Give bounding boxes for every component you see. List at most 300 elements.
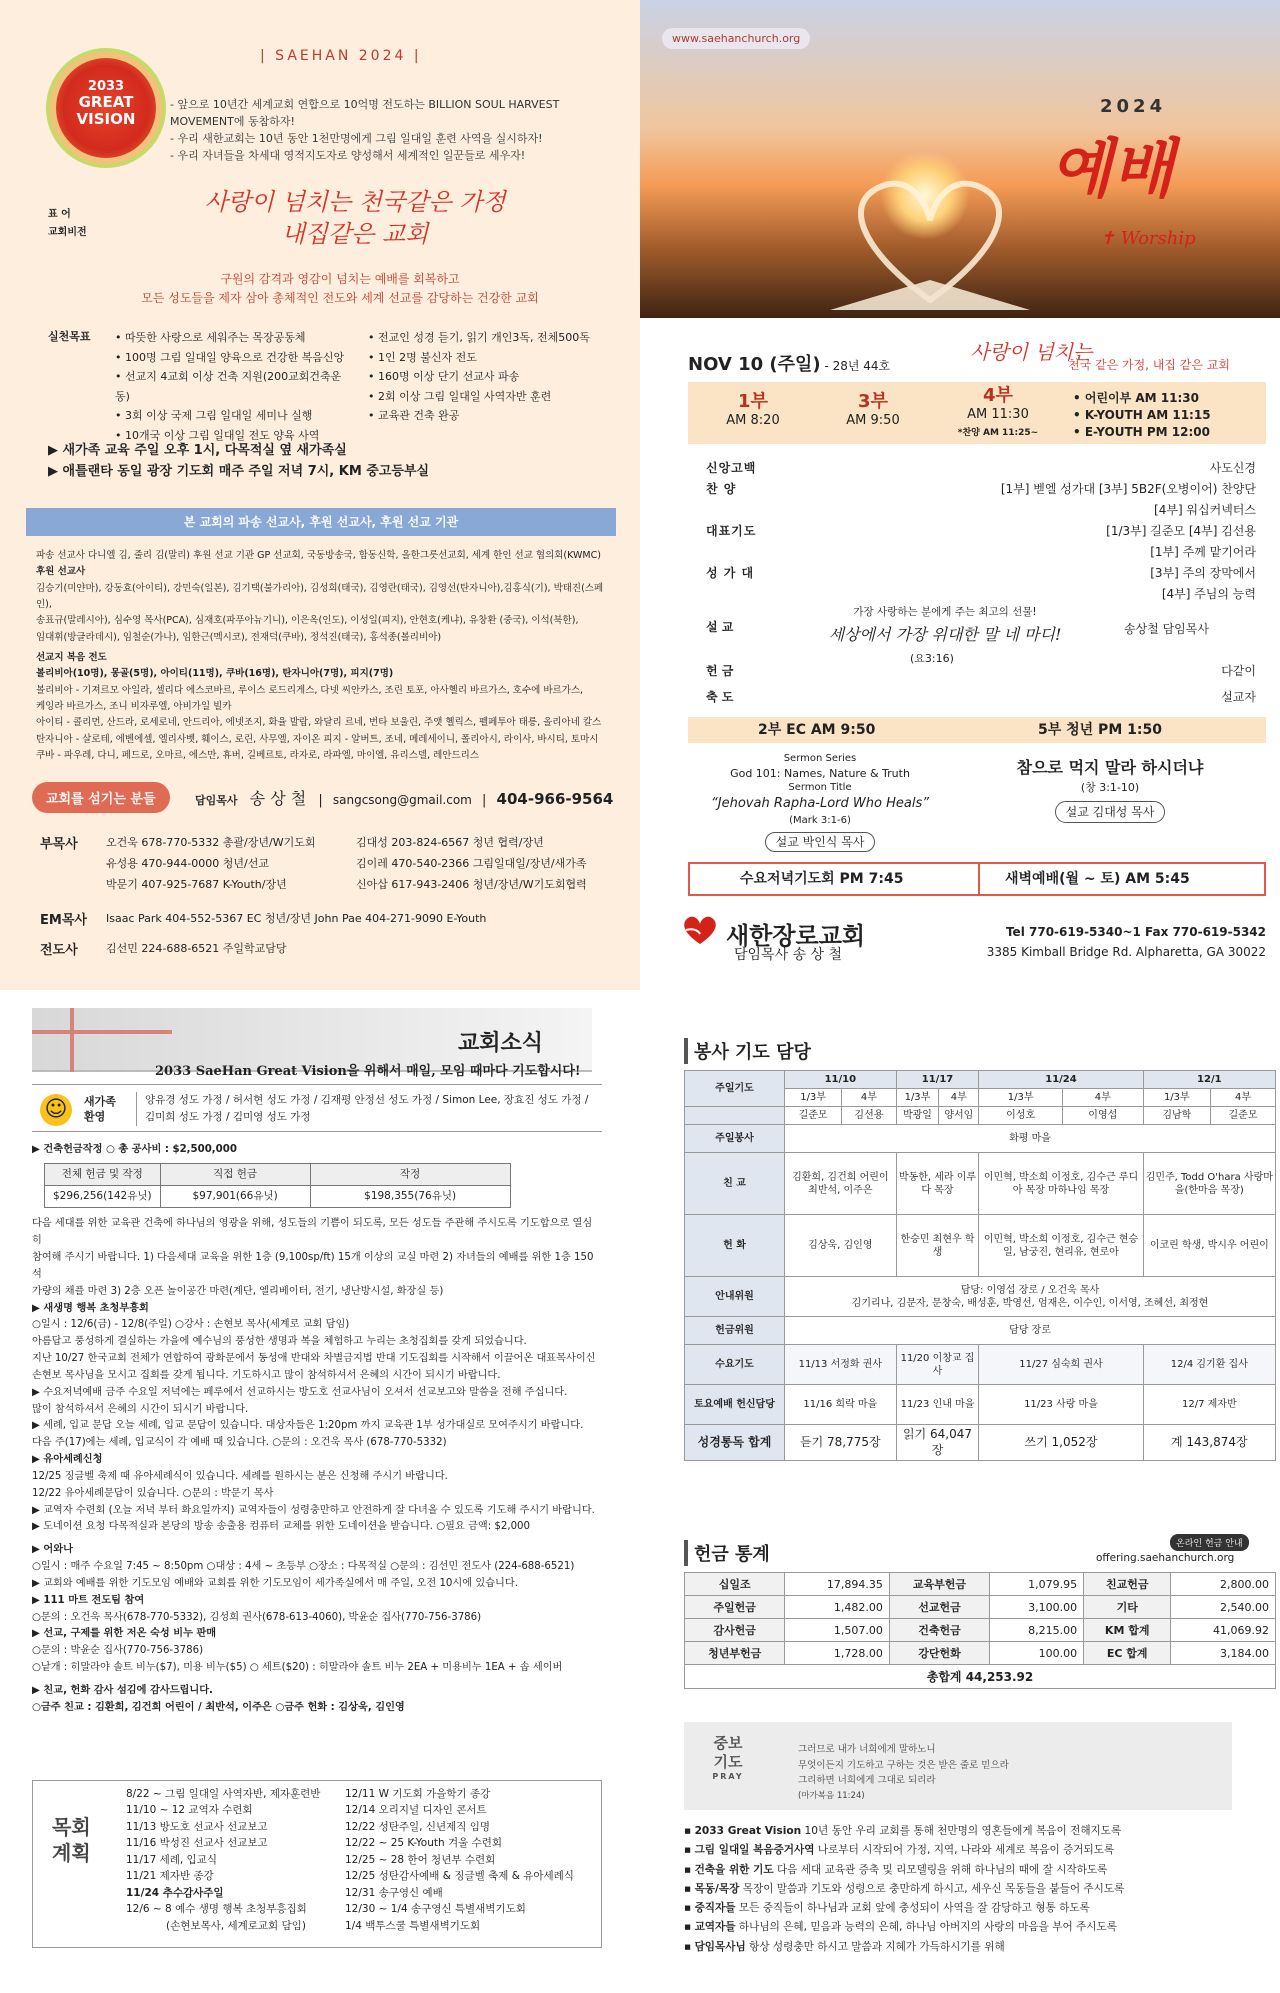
plan-item: 11/16 박성진 선교사 선교보고 — [126, 1837, 268, 1850]
order-row — [706, 542, 1256, 563]
slogan-script: 사랑이 넘치는 — [970, 340, 1093, 364]
offer-key: 건축헌금 — [889, 1619, 989, 1642]
service-name: 4부 — [983, 385, 1013, 406]
duty-cell: 11/23 사랑 마을 — [979, 1385, 1143, 1425]
evangelist-row: 김선민 224-688-6521 주일학교담당 — [106, 942, 287, 955]
duty-cell: 이코린 학생, 박시우 어린이 — [1143, 1215, 1275, 1277]
offer-value: 17,894.35 — [785, 1573, 890, 1596]
duty-row-label: 토요예배 헌신담당 — [685, 1385, 785, 1425]
church-name: 새한장로교회 — [726, 922, 866, 950]
dawn-service: 새벽예배(월 ~ 토) AM 5:45 — [1005, 871, 1190, 887]
mission-line: 임대휘(방글라데시), 임철순(가나), 임한근(멕시코), 전재덕(쿠바), 정석진(태국), 홍석종(볼리비아) — [36, 631, 442, 643]
prayer-item: ▪ 중직자들 모든 중직들이 하나님과 교회 앞에 충성되이 사역을 잘 감당하고 형통 하도록 — [684, 1902, 1090, 1915]
plan-col2 — [345, 1786, 574, 1934]
verse-line: 그러므로 내가 너희에게 말하노니 — [798, 1744, 936, 1755]
wednesday-service: 수요저녁기도회 PM 7:45 — [740, 871, 904, 887]
prayer-item: ▪ 담임목사님 항상 성령충만 하시고 말씀과 지혜가 가득하시기를 위해 — [684, 1940, 1005, 1953]
offering-title: 헌금 통계 — [684, 1540, 770, 1566]
duty-row-label: 친 교 — [685, 1153, 785, 1215]
news-line: ▶ 교역자 수련회 (오늘 저녁 부터 화요일까지) 교역자들이 성령충만하고 안전하게 잘 다녀올 수 있도록 기도해 주시기 바랍니다. — [32, 1504, 595, 1516]
vision-bullet: - 우리 새한교회는 10년 동안 1천만명에게 그림 일대일 훈련 사역을 실시하자! — [170, 132, 543, 146]
news-line: ○금주 친교 : 김환희, 김건희 어린이 / 최반석, 이주은 ○금주 헌화 : 김상욱, 김인영 — [32, 1701, 405, 1713]
offering-row — [706, 662, 1256, 679]
news-line: 많이 참석하셔서 은혜의 시간이 되시기 바랍니다. — [32, 1403, 249, 1415]
order-row — [706, 500, 1256, 521]
prayer-item-head: 교역자들 — [694, 1921, 736, 1934]
youth-services — [1073, 390, 1263, 440]
offer-value: 1,482.00 — [785, 1596, 890, 1619]
duty-cell: 김민주, Todd O'hara 사랑마을(한마음 목장) — [1143, 1153, 1275, 1215]
news-line: ○일시 : 12/6(금) - 12/8(주일) ○강사 : 손현보 목사(세계로 교회 담임) — [32, 1319, 350, 1331]
website-link[interactable]: www.saehanchurch.org — [662, 28, 810, 49]
offer-value: 100.00 — [990, 1642, 1084, 1665]
notice-newcomer: ▶ 새가족 교육 주일 오후 1시, 다목적실 옆 새가족실 — [48, 443, 347, 458]
service-date — [688, 350, 890, 376]
mission-line: 후원 선교사 — [36, 566, 86, 578]
duty-cell: 김상욱, 김인영 — [785, 1215, 897, 1277]
news-line: 손현보 목사님을 모시고 집회를 갖게 됩니다. 기도하시고 많이 참석하셔서 은혜의 시간이 되시기 바랍니다. — [32, 1369, 501, 1381]
news-line: ▶ 111 마트 전도팀 참여 — [32, 1594, 145, 1606]
prayer-item-text: 다음 세대 교육관 증축 및 리모델링을 위해 하나님의 때에 잘 시작하도록 — [773, 1863, 1108, 1876]
duty-cell: 11/27 심숙희 권사 — [979, 1345, 1143, 1385]
offer-key: 친교헌금 — [1084, 1573, 1171, 1596]
news-line: ○문의 : 오건욱 목사(678-770-5332), 김성희 권사(678-613-4060), 박윤순 집사(770-756-3786) — [32, 1611, 482, 1623]
service-name: 3부 — [858, 391, 888, 412]
prayer-verse — [798, 1742, 1009, 1803]
duty-cell: 11/23 인내 마을 — [896, 1385, 979, 1425]
missions-header: 본 교회의 파송 선교사, 후원 선교사, 후원 선교 기관 — [26, 508, 616, 536]
service-time: AM 11:30 — [967, 407, 1029, 423]
duty-cell: 12/7 제자반 — [1143, 1385, 1275, 1425]
staff-row: 신아삽 617-943-2406 청년/장년/W기도회협력 — [356, 878, 587, 891]
goal-item: • 1인 2명 불신자 전도 — [368, 350, 477, 364]
plan-item: 11/21 제자반 종강 — [126, 1870, 214, 1883]
pastor-phone: 404-966-9564 — [496, 790, 614, 808]
bt-head: 직접 헌금 — [160, 1163, 310, 1185]
worship-word: Worship — [1120, 228, 1196, 249]
vision-bullet: - 앞으로 10년간 세계교회 연합으로 10억명 전도하는 BILLION SOUL HARVEST MOVEMENT에 동참하자! — [170, 98, 560, 129]
order-value: [1/3부] 길준모 [4부] 김선용 — [1106, 524, 1256, 538]
online-offering-badge: 온라인 헌금 안내 — [1170, 1534, 1249, 1551]
order-value: [3부] 주의 장막에서 — [1150, 566, 1256, 580]
plan-label-line: 목회 — [52, 1815, 91, 1839]
news-line: ○문의 : 박윤순 집사(770-756-3786) — [32, 1645, 204, 1657]
pastor-email[interactable]: sangcsong@gmail.com — [332, 793, 472, 807]
duty-table — [684, 1070, 1276, 1461]
service-1 — [708, 390, 798, 430]
duty-cell: 김선용 — [842, 1107, 896, 1125]
offer-value: 2,800.00 — [1171, 1573, 1276, 1596]
offer-key: 교육부헌금 — [889, 1573, 989, 1596]
worship-subtitle — [1100, 228, 1196, 249]
ec-service: 2부 EC AM 9:50 — [758, 722, 876, 738]
duty-cell — [785, 1277, 1276, 1317]
assoc-label: 부목사 — [40, 837, 78, 852]
prayer-badge-en: PRAY — [712, 1771, 744, 1781]
prayer-item-text: 항상 성령충만 하시고 말씀과 지혜가 가득하시기를 위해 — [745, 1940, 1005, 1953]
church-slogan — [190, 186, 520, 251]
duty-row-label: 헌금위원 — [685, 1317, 785, 1345]
offer-key: 십일조 — [685, 1573, 785, 1596]
staff-row: 김이레 470-540-2366 그림일대일/장년/새가족 — [356, 857, 587, 870]
prayer-item-text: 10년 동안 우리 교회를 통해 천만명의 영혼들에게 복음이 전해지도록 — [801, 1825, 1122, 1837]
duty-sub: 4부 — [842, 1089, 896, 1107]
order-key: 대표기도 — [706, 524, 757, 538]
goal-item: • 3회 이상 국제 그림 일대일 세미나 실행 — [115, 409, 313, 423]
badge-line1: GREAT — [78, 93, 134, 112]
offer-value: 3,100.00 — [990, 1596, 1084, 1619]
offer-key: 강단헌화 — [889, 1642, 989, 1665]
prayer-item-head: 중직자들 — [694, 1902, 736, 1915]
bt-head: 전체 헌금 및 작정 — [45, 1163, 161, 1185]
news-line: ▶ 새생명 행복 초청부흥회 — [32, 1302, 149, 1314]
offering-total: 총합계 44,253.92 — [685, 1665, 1276, 1689]
offer-key: 주일헌금 — [685, 1596, 785, 1619]
duty-cell: 길준모 — [1211, 1107, 1276, 1125]
offer-value: 8,215.00 — [990, 1619, 1084, 1642]
worship-panel — [640, 0, 1280, 990]
ec-title: “Jehovah Rapha-Lord Who Heals” — [711, 796, 929, 812]
offer-key: 선교헌금 — [889, 1596, 989, 1619]
duty-cell: 11/13 서정화 권사 — [785, 1345, 897, 1385]
duty-sub: 1/3부 — [785, 1089, 842, 1107]
news-line: ○낱개 : 히말라야 솔트 비누($7), 미용 비누($5) ○ 세트($20) : 히말라야 솔트 비누 2EA + 미용비누 1EA + 솝 세이버 — [32, 1661, 563, 1673]
youth-ref: (창 3:1-10) — [1080, 781, 1140, 794]
prayer-item: ▪ 2033 Great Vision 10년 동안 우리 교회를 통해 천만명의 영혼들에게 복음이 전해지도록 — [684, 1825, 1122, 1837]
staff-pill: 교회를 섬기는 분들 — [32, 782, 170, 813]
prayer-item-head: 담임목사님 — [694, 1940, 746, 1953]
mission-line: 볼리비아 - 기져르모 아일라, 셀리다 에스코바르, 루이스 로드리게스, 다넷 씨안카스, 조린 토포, 아사헬리 바르가스, 호수에 바르가스, — [36, 684, 584, 696]
prayer-item-text: 목장이 말씀과 기도와 성령으로 충만하게 하시고, 세우신 목동들을 붙들어 주시도록 — [739, 1882, 1125, 1895]
notice-prayer: ▶ 애틀랜타 동일 광장 기도회 매주 주일 저녁 7시, KM 중고등부실 — [48, 464, 430, 480]
fish-cross-icon: ✝ — [1100, 228, 1121, 249]
news-panel — [0, 990, 640, 1993]
senior-pastor-line: 담임목사 송 상 철 | sangcsong@gmail.com | 404-966-9564 — [195, 789, 614, 808]
news-body — [32, 1142, 602, 1716]
plan-item: 12/31 송구영신 예배 — [345, 1886, 443, 1899]
mission-line: 탄자니아 - 살로테, 에벤에셀, 엘리사벳, 훼이스, 로린, 사무엘, 자이온 피지 - 알버트, 조네, 메레세이니, 폴리아시, 라이사, 바시티, 토마시 — [36, 733, 599, 745]
staff-row: 오건욱 678-770-5332 총괄/장년/W기도회 — [106, 836, 316, 849]
saehan-2024-title: | SAEHAN 2024 | — [260, 48, 422, 64]
ec-series-label: Sermon Series — [783, 753, 857, 764]
prayer-item: ▪ 그림 일대일 복음증거사역 나로부터 시작되어 가정, 지역, 나라와 세계로 복음이 증거되도록 — [684, 1844, 1115, 1857]
bulletin-year: 2024 — [1100, 96, 1167, 117]
duty-row-label: 성경통독 합계 — [685, 1425, 785, 1461]
mission-line: 케잉라 바르가스, 조니 비자루엘, 아비가일 빌카 — [36, 700, 232, 712]
news-line: ○일시 : 매주 수요일 7:45 ~ 8:50pm ○대상 : 4세 ~ 초등부 ○장소 : 다목적실 ○문의 : 김선민 전도사 (224-688-6521) — [32, 1561, 575, 1573]
news-line: 12/25 징글벨 축제 때 유아세례식이 있습니다. 세례를 원하시는 분은 신청해 주시기 바랍니다. — [32, 1470, 448, 1482]
ec-title-label: Sermon Title — [788, 782, 852, 794]
church-logo-icon — [680, 914, 720, 946]
sermon-intro: 가장 사랑하는 분에게 주는 최고의 선물! — [853, 606, 1037, 618]
worship-order — [706, 458, 1256, 605]
duty-panel — [640, 990, 1280, 1993]
building-table — [44, 1163, 511, 1209]
divider — [978, 864, 980, 894]
duty-row-label: 수요기도 — [685, 1345, 785, 1385]
staff-row: 박문기 407-925-7687 K-Youth/장년 — [106, 878, 287, 891]
verse-line: 무엇이든지 기도하고 구하는 것은 받은 줄로 믿으라 — [798, 1759, 1009, 1771]
prayer-item-text: 나로부터 시작되어 가정, 지역, 나라와 세계로 복음이 증거되도록 — [814, 1844, 1115, 1857]
ec-ref: (Mark 3:1-6) — [789, 814, 851, 826]
mission-line: 볼리비아(10명), 몽골(5명), 아이티(11명), 쿠바(16명), 탄자니아(7명), 피지(7명) — [36, 668, 394, 680]
plan-item: 12/22 ~ 25 K-Youth 겨울 수련회 — [345, 1837, 503, 1850]
offer-key: 감사헌금 — [685, 1619, 785, 1642]
offer-value: 1,728.00 — [785, 1642, 890, 1665]
duty-cell: 11/16 희락 마을 — [785, 1385, 897, 1425]
duty-sub: 1/3부 — [979, 1089, 1063, 1107]
duty-row-label: 헌 화 — [685, 1215, 785, 1277]
offer-key: KM 합계 — [1084, 1619, 1171, 1642]
usher-lead: 담당: 이영섭 장로 / 오건욱 목사 — [960, 1284, 1100, 1296]
plan-col1 — [126, 1786, 320, 1934]
plan-item: 8/22 ~ 그림 일대일 사역자반, 제자훈련반 — [126, 1788, 321, 1800]
order-row — [706, 479, 1256, 500]
staff-row: 유성용 470-944-0000 청년/선교 — [106, 857, 270, 870]
service-time: AM 8:20 — [726, 413, 780, 429]
staff-directory — [36, 832, 636, 972]
goals-label: 실천목표 — [48, 330, 91, 343]
youth-item: • E-YOUTH PM 12:00 — [1073, 424, 1210, 439]
welcome-label: 새가족 환영 — [84, 1095, 116, 1124]
offer-value: 1,507.00 — [785, 1619, 890, 1642]
staff-row: 김대성 203-824-6567 청년 협력/장년 — [356, 836, 544, 849]
duty-cell: 11/20 이창교 집사 — [896, 1345, 979, 1385]
service-4 — [943, 384, 1053, 441]
mission-line: 송표규(말레시아), 심수영 목사(PCA), 심재호(파푸아뉴기니), 이은옥(인도), 이성일(피지), 안현호(케냐), 유창환 (중국), 이석(북한), — [36, 615, 579, 627]
verse-ref: (마가복음 11:24) — [798, 1791, 865, 1802]
prayer-item-head: 2033 Great Vision — [694, 1825, 802, 1837]
church-address: 3385 Kimball Bridge Rd. Alpharetta, GA 30022 — [986, 945, 1266, 960]
order-value: 사도신경 — [1209, 461, 1256, 475]
news-line: ▶ 선교, 구제를 위한 저온 숙성 비누 판매 — [32, 1628, 217, 1640]
prayer-item-head: 그림 일대일 복음증거사역 — [694, 1844, 815, 1857]
duty-date: 11/17 — [896, 1071, 979, 1089]
plan-item: 12/11 W 기도회 가을학기 종강 — [345, 1788, 491, 1800]
bulletin-title: 예배 — [1050, 132, 1174, 207]
slogan-line1: 사랑이 넘치는 천국같은 가정 — [204, 188, 506, 216]
duty-cell: 박광일 — [896, 1107, 939, 1125]
church-pastor: 담임목사 송 상 철 — [734, 947, 843, 963]
ec-sermon — [680, 752, 960, 852]
news-line: 다음 주(17)에는 세례, 입교식이 각 예배 때 있습니다. ○문의 : 오건욱 목사 (678-770-5332) — [32, 1437, 447, 1449]
duty-sub: 4부 — [1062, 1089, 1143, 1107]
youth-item: • 어린이부 AM 11:30 — [1073, 391, 1199, 405]
duty-cell: 이민혁, 박소희 이정호, 김수근 루디아 목장 마하나임 목장 — [979, 1153, 1143, 1215]
prayer-badge-line: 중보 — [713, 1734, 743, 1752]
news-line: ▶ 어와나 — [32, 1544, 73, 1556]
goal-item: • 100명 그림 일대일 양육으로 건강한 복음신앙 — [115, 350, 345, 364]
order-key: 헌 금 — [706, 664, 734, 678]
duty-sub: 4부 — [1211, 1089, 1276, 1107]
vision-bullets — [170, 96, 600, 164]
vision-statement-line: 구원의 감격과 영감이 넘치는 예배를 회복하고 — [220, 272, 460, 286]
offer-key: EC 합계 — [1084, 1642, 1171, 1665]
goal-item: • 전교인 성경 듣기, 읽기 개인3독, 전체500독 — [368, 331, 590, 344]
service-note: *찬양 AM 11:25~ — [957, 428, 1039, 439]
verse-line: 그리하면 너희에게 그대로 되리라 — [798, 1775, 936, 1787]
plan-item: 12/6 ~ 8 예수 생명 행복 초청부흥집회 — [126, 1903, 307, 1916]
service-name: 1부 — [738, 391, 768, 412]
prayer-item-text: 하나님의 은혜, 믿음과 능력의 은혜, 하나님 아버지의 사랑의 마음을 부어 주시도록 — [735, 1921, 1117, 1934]
date-text: NOV 10 (주일) — [688, 354, 821, 375]
order-row — [706, 584, 1256, 605]
duty-cell: 양서임 — [939, 1107, 979, 1125]
evangelist-label: 전도사 — [40, 943, 78, 958]
em-row: Isaac Park 404-552-5367 EC 청년/장년 John Pae 404-271-9090 E-Youth — [106, 912, 487, 925]
plan-item: 11/10 ~ 12 교역자 수련회 — [126, 1804, 253, 1817]
plan-item: 1/4 백투스쿨 특별새벽기도회 — [345, 1919, 481, 1932]
ec-series-title: God 101: Names, Nature & Truth — [730, 767, 910, 780]
prayer-list — [684, 1822, 1264, 1957]
order-value: 다같이 — [1221, 664, 1256, 678]
duty-sub: 1/3부 — [896, 1089, 939, 1107]
news-line: ▶ 친교, 헌화 감사 섬김에 감사드립니다. — [32, 1684, 213, 1696]
online-offering-url[interactable]: offering.saehanchurch.org — [1096, 1552, 1235, 1564]
plan-item: 11/17 세례, 입교식 — [126, 1853, 217, 1866]
duty-sub: 4부 — [939, 1089, 979, 1107]
goal-item: • 따뜻한 사랑으로 세워주는 목장공동체 — [115, 331, 306, 344]
side-labels — [48, 206, 87, 242]
plan-item: (손현보목사, 세계로교회 담임) — [166, 1919, 306, 1932]
sermon-ref: (요3:16) — [910, 652, 954, 665]
vision-statement-line: 모든 성도들을 제자 삼아 총체적인 전도와 세계 선교를 감당하는 건강한 교회 — [141, 290, 539, 305]
label-motto: 표 어 — [48, 209, 71, 220]
badge-line2: VISION — [76, 109, 136, 128]
goal-item: • 2회 이상 그림 일대일 사역자반 훈련 — [368, 389, 552, 403]
order-key: 성 가 대 — [706, 566, 755, 580]
badge-year: 2033 — [87, 79, 125, 94]
service-times — [688, 382, 1266, 444]
news-title: 교회소식 — [458, 1031, 544, 1056]
welcome-names: 양유경 성도 가정 / 허서현 성도 가정 / 김재평 안정선 성도 가정 / Simon Lee, 장효진 성도 가정 / 김미희 성도 가정 / 김미영 성도 가정 — [136, 1092, 591, 1126]
vision-bullet: - 우리 자녀들을 차세대 영적지도자로 양성해서 세계적인 일꾼들로 세우자! — [170, 149, 526, 163]
smiley-icon: ☺ — [40, 1094, 72, 1126]
prayer-badge — [698, 1734, 758, 1782]
order-value: [1부] 벧엘 성가대 [3부] 5B2F(오병이어) 찬양단 — [1000, 482, 1256, 496]
ec-youth-bar — [688, 717, 1266, 743]
duty-title: 봉사 기도 담당 — [684, 1038, 811, 1064]
order-row — [706, 521, 1256, 542]
news-line: ▶ 세례, 입교 문답 오늘 세례, 입교 문답이 있습니다. 대상자들은 1:20pm 까지 교육관 1부 성가대실로 모여주시기 바랍니다. — [32, 1420, 584, 1432]
plan-label-line: 계획 — [52, 1841, 91, 1865]
order-value: [4부] 워십커넥터스 — [1154, 503, 1256, 517]
sermon-label: 설 교 — [706, 620, 734, 634]
order-key: 축 도 — [706, 690, 734, 704]
plan-item: 11/13 방도호 선교사 선교보고 — [126, 1820, 268, 1833]
duty-row-label: 주일봉사 — [685, 1125, 785, 1153]
offer-value: 2,540.00 — [1171, 1596, 1276, 1619]
duty-cell: 쓰기 1,052장 — [979, 1425, 1143, 1461]
news-subtitle: 2033 SaeHan Great Vision을 위해서 매일, 모임 때마다 기도합시다! — [155, 1064, 581, 1079]
youth-preacher: 설교 김대성 목사 — [1055, 801, 1166, 823]
prayer-item-text: 모든 중직들이 하나님과 교회 앞에 충성되이 사역을 잘 감당하고 형통 하도록 — [735, 1902, 1090, 1915]
prayer-item-head: 목동/목장 — [694, 1882, 740, 1895]
offer-value: 3,184.00 — [1171, 1642, 1276, 1665]
duty-cell: 김남학 — [1143, 1107, 1210, 1125]
duty-cell: 화평 마을 — [785, 1125, 1276, 1153]
duty-cell: 담당 장로 — [785, 1317, 1276, 1345]
news-line: 지난 10/27 한국교회 전체가 연합하여 광화문에서 동성애 반대와 차별금지법 반대 기도집회를 시작해서 이끌어온 대표목사이신 — [32, 1353, 596, 1365]
prayer-item: ▪ 목동/목장 목장이 말씀과 기도와 성령으로 충만하게 하시고, 세우신 목동들을 붙들어 주시도록 — [684, 1882, 1125, 1895]
mission-line: 선교지 복음 전도 — [36, 651, 107, 663]
duty-sub: 1/3부 — [1143, 1089, 1210, 1107]
vision-panel — [0, 0, 640, 990]
church-contact — [960, 922, 1266, 963]
service-time: AM 9:50 — [846, 413, 900, 429]
goals-col1 — [115, 328, 355, 445]
plan-item: 12/22 성탄주일, 신년제직 임명 — [345, 1820, 491, 1833]
goal-item: • 교육관 건축 완공 — [368, 409, 460, 423]
news-line: 12/22 유아세례문답이 있습니다. ○문의 : 박문기 목사 — [32, 1487, 274, 1499]
pastor-label: 담임목사 — [195, 794, 238, 807]
plan-label — [52, 1814, 91, 1866]
mission-line: 김승기(미얀마), 강동효(아이티), 강민숙(일본), 김기택(불가리아), 김성희(태국), 김영란(태국), 김영선(탄자니아),김홍식(기), 박태진(스페인), — [36, 582, 604, 610]
duty-cell: 읽기 64,047장 — [896, 1425, 979, 1461]
goal-item: • 10개국 이상 그림 일대일 전도 양육 사역 — [115, 428, 320, 442]
order-value: [4부] 주님의 능력 — [1161, 587, 1256, 601]
youth-item: • K-YOUTH AM 11:15 — [1073, 407, 1211, 422]
missions-list — [36, 548, 616, 764]
church-tel: Tel 770-619-5340~1 Fax 770-619-5342 — [1005, 925, 1266, 939]
order-key: 신앙고백 — [706, 461, 757, 475]
duty-date: 11/24 — [979, 1071, 1143, 1089]
duty-cell: 듣기 78,775장 — [785, 1425, 897, 1461]
bt-cell: $296,256(142유닛) — [45, 1186, 161, 1208]
order-row — [706, 458, 1256, 479]
offering-table — [684, 1572, 1276, 1689]
slogan-line2: 내집같은 교회 — [281, 220, 429, 249]
slogan-small: 천국 같은 가정, 내집 같은 교회 — [1068, 358, 1230, 372]
em-label: EM목사 — [40, 913, 87, 928]
bt-cell: $97,901(66유닛) — [160, 1186, 310, 1208]
usher-names: 김기리나, 김문자, 문창숙, 배성훈, 박영선, 엄재은, 이수인, 이서영, 조혜선, 최정현 — [851, 1297, 1209, 1309]
duty-cell: 이영섭 — [1062, 1107, 1143, 1125]
pastor-name: 송 상 철 — [249, 789, 307, 808]
duty-row-label: 안내위원 — [685, 1277, 785, 1317]
building-head: ▶ 건축헌금작정 ○ 총 공사비 : $2,500,000 — [32, 1144, 237, 1155]
goal-item: • 선교지 4교회 이상 건축 지원(200교회건축운동) — [115, 370, 342, 403]
notices — [48, 440, 608, 483]
duty-cell: 박동한, 세라 이루다 목장 — [896, 1153, 979, 1215]
goal-item: • 160명 이상 단기 선교사 파송 — [368, 370, 520, 384]
prayer-item-head: 건축을 위한 기도 — [694, 1863, 774, 1876]
order-row — [706, 563, 1256, 584]
duty-date: 12/1 — [1143, 1071, 1275, 1089]
news-line: ▶ 수요저녁예배 금주 수요일 저녁에는 페루에서 선교하시는 방도호 선교사님이 오셔서 선교보고와 말씀을 전해 주십니다. — [32, 1386, 568, 1398]
issue-number: - 28년 44호 — [820, 359, 891, 373]
youth-title: 참으로 먹지 말라 하시더냐 — [1016, 758, 1204, 777]
duty-date: 11/10 — [785, 1071, 897, 1089]
news-line: 가량의 채플 마련 3) 2층 오픈 놀이공간 마련(계단, 엘리베이터, 전기, 냉난방시설, 화장실 등) — [32, 1285, 444, 1297]
vision-statement — [110, 270, 570, 307]
youth-service: 5부 청년 PM 1:50 — [1038, 722, 1162, 738]
news-line: 아름답고 풍성하게 결실하는 가을에 예수님의 풍성한 생명과 복을 체험하고 누리는 초청집회를 갖게 되었습니다. — [32, 1336, 527, 1348]
prayer-item: ▪ 교역자들 하나님의 은혜, 믿음과 능력의 은혜, 하나님 아버지의 사랑의 마음을 부어 주시도록 — [684, 1921, 1117, 1934]
youth-sermon — [960, 756, 1260, 823]
duty-row-label: 주일기도 — [685, 1071, 785, 1107]
plan-item: 12/14 오리지널 디자인 콘서트 — [345, 1804, 487, 1817]
news-line: ▶ 유아세례신청 — [32, 1454, 103, 1466]
benediction-row — [706, 688, 1256, 705]
mission-line: 파송 선교사 다니엘 김, 줄리 김(말리) 후원 선교 기관 GP 선교회, 국동방송국, 합동신학, 올한그릇선교회, 세계 한인 선교 협의회(KWMC) — [36, 550, 601, 561]
duty-cell: 김환희, 김건희 어린이 최반석, 이주은 — [785, 1153, 897, 1215]
sermon-title: 세상에서 가장 위대한 말 네 마디! — [828, 625, 1062, 644]
offer-value: 1,079.95 — [990, 1573, 1084, 1596]
duty-cell: 한승민 최현우 학생 — [896, 1215, 979, 1277]
duty-cell: 길준모 — [785, 1107, 842, 1125]
news-line: 다음 세대를 위한 교육관 건축에 하나님의 영광을 위해, 성도들의 기쁨이 되도록, 모든 성도들 주관해 주시도록 기도합으로 열심히 — [32, 1218, 593, 1247]
